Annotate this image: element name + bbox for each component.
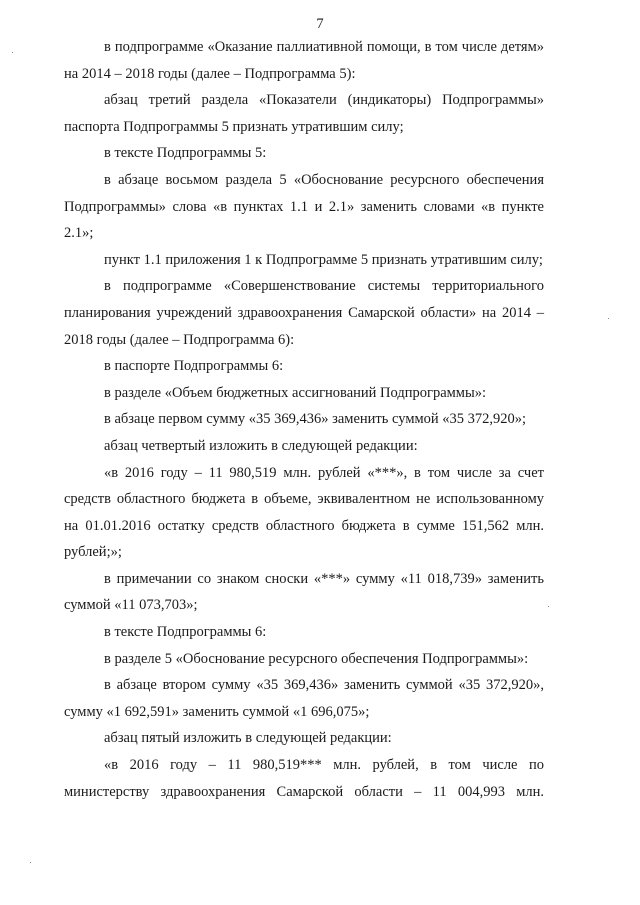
scan-speck: [548, 606, 549, 607]
paragraph: в примечании со знаком сноски «***» сумму «11 018,739» заменить суммой «11 073,703»;: [64, 570, 544, 614]
page-number: 7: [316, 16, 324, 32]
paragraph: абзац третий раздела «Показатели (индикаторы) Подпрограммы» паспорта Подпрограммы 5 признать утратившим силу;: [64, 92, 544, 135]
paragraph: в абзаце восьмом раздела 5 «Обоснование ресурсного обеспечения Подпрограммы» слова «в пунктах 1.1 и 2.1» заменить словами «в пункте 2.1»;: [64, 171, 544, 242]
scan-speck: [30, 862, 31, 863]
paragraph: пункт 1.1 приложения 1 к Подпрограмме 5 признать утратившим силу;: [104, 251, 543, 268]
paragraph: абзац четвертый изложить в следующей редакции:: [104, 437, 418, 454]
paragraph: в подпрограмме «Совершенствование системы территориального планирования учреждений здравоохранения Самарской области» на 2014 – 2018 годы (далее – Подпрограмма 6):: [64, 278, 544, 348]
paragraph: абзац пятый изложить в следующей редакции:: [104, 730, 392, 747]
scan-speck: [608, 318, 609, 319]
paragraph: в абзаце втором сумму «35 369,436» заменить суммой «35 372,920», сумму «1 692,591» заменить суммой «1 696,075»;: [64, 677, 544, 720]
paragraph: в тексте Подпрограммы 6:: [104, 624, 267, 641]
paragraph: «в 2016 году – 11 980,519*** млн. рублей, в том числе по министерству здравоохранения Самарской области – 11 004,993 млн.: [64, 757, 544, 800]
paragraph: в подпрограмме «Оказание паллиативной помощи, в том числе детям» на 2014 – 2018 годы (далее – Подпрограмма 5):: [64, 39, 544, 82]
paragraph: в разделе «Объем бюджетных ассигнований Подпрограммы»:: [104, 384, 486, 401]
paragraph: в разделе 5 «Обоснование ресурсного обеспечения Подпрограммы»:: [104, 650, 529, 667]
paragraph: «в 2016 году – 11 980,519 млн. рублей «***», в том числе за счет средств областного бюджета в объеме, эквивалентном не использованному на 01.01.2016 остатку средств областного бюджета в сумме 151,562 млн. рублей;»;: [64, 464, 544, 561]
paragraph: в абзаце первом сумму «35 369,436» заменить суммой «35 372,920»;: [104, 411, 527, 428]
paragraph: в паспорте Подпрограммы 6:: [104, 358, 284, 375]
document-body: [64, 34, 544, 805]
paragraph: в тексте Подпрограммы 5:: [104, 145, 267, 162]
scan-speck: [12, 52, 13, 53]
